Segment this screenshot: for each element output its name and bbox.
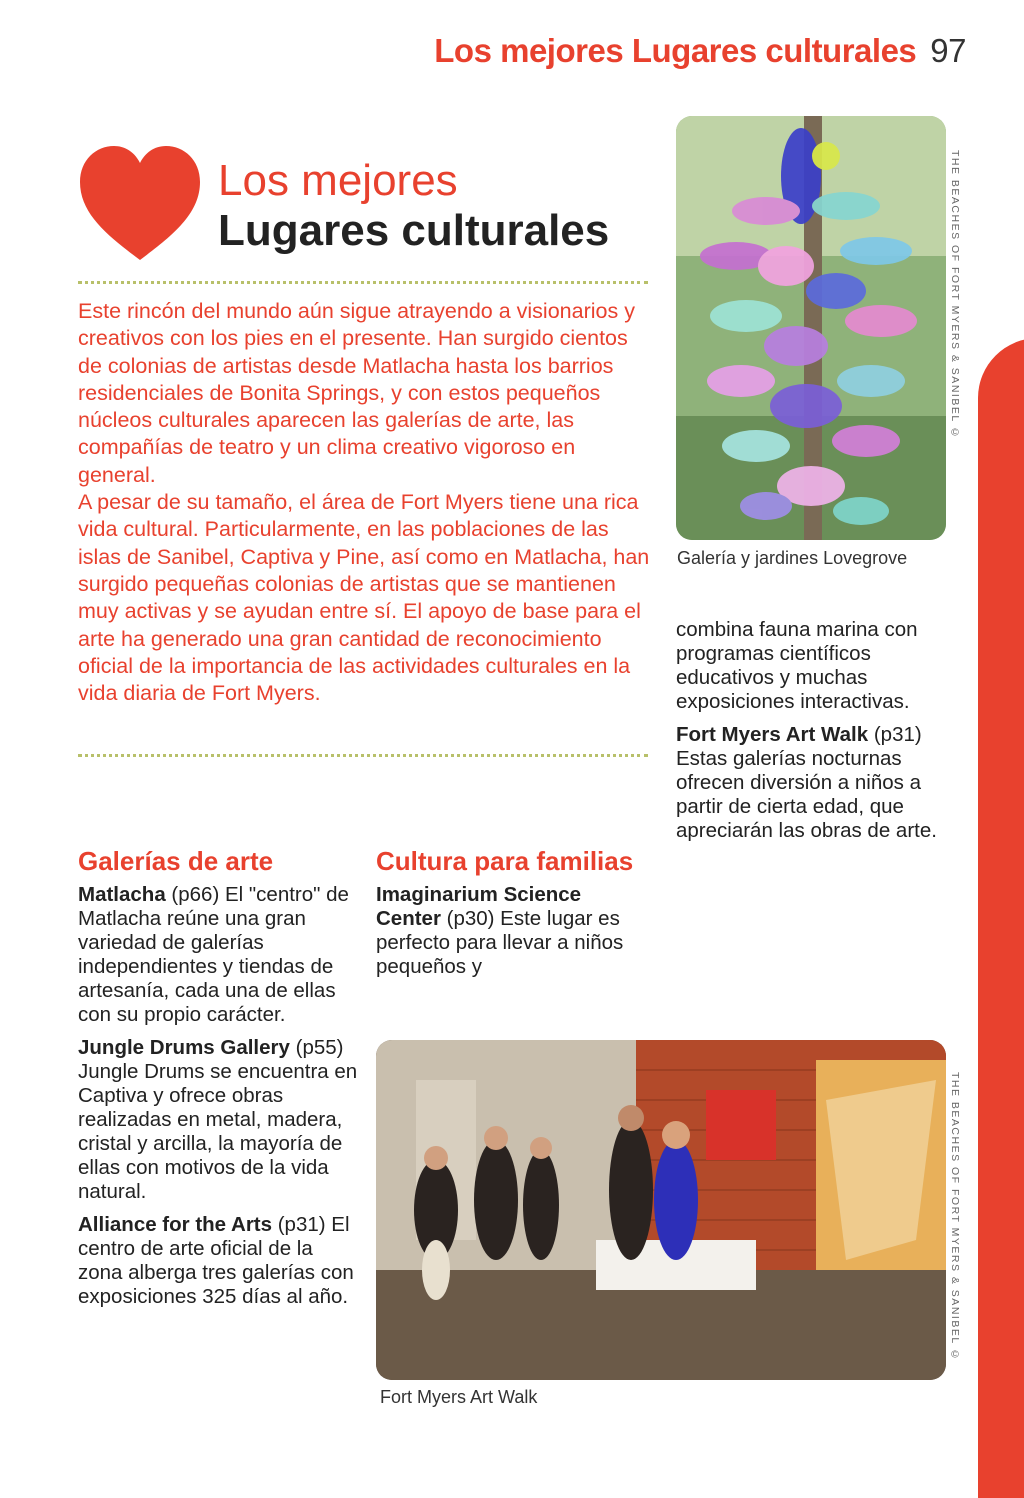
page-number: 97	[930, 32, 966, 69]
list-item	[676, 723, 951, 843]
photo-bottle-tree	[676, 116, 946, 540]
entry-name: Matlacha	[78, 883, 166, 906]
entry-text: (p66) El "centro" de Matlacha reúne una gran variedad de galerías independientes y tiendas de artesanía, cada una de ellas con su propio carácter.	[78, 883, 349, 1026]
entry-text: (p30) Este lugar es perfecto para llevar a niños pequeños y	[376, 907, 624, 978]
intro-paragraph-2: A pesar de su tamaño, el área de Fort Myers tiene una rica vida cultural. Particularmente, en las poblaciones de las islas de Sanibel, Captiva y Pine, así como en Matlacha, han surgido pequeñas colonias de artistas que se mantienen muy activas y se ayudan entre sí. El apoyo de base para el arte ha generado una gran cantidad de reconocimiento oficial de la importancia de las actividades culturales en la vida diaria de Fort Myers.	[78, 490, 650, 706]
galleries-section	[78, 846, 358, 1318]
entry-name: Imaginarium Science Center	[376, 883, 582, 930]
dotted-divider-top	[78, 281, 648, 284]
intro-text	[78, 298, 653, 707]
list-item	[78, 1036, 358, 1204]
photo1-caption: Galería y jardines Lovegrove	[677, 548, 908, 568]
entry-name: Fort Myers Art Walk	[676, 723, 869, 746]
title-line-1: Los mejores	[218, 156, 458, 205]
intro-paragraph-1: Este rincón del mundo aún sigue atrayendo a visionarios y creativos con los pies en el presente. Han surgido cientos de colonias de artistas desde Matlacha hasta los barrios residenciales de Bonita Springs, y con estos pequeños núcleos culturales aparecen las galerías de arte, las compañías de teatro y un clima creativo vigoroso en general.	[78, 299, 635, 487]
entry-text: (p55) Jungle Drums se encuentra en Captiva y ofrece obras realizadas en metal, madera, cristal y arcilla, la mayoría de ellas con motivos de la vida natural.	[78, 1036, 358, 1203]
running-header	[434, 32, 966, 70]
entry-text: (p31) Estas galerías nocturnas ofrecen diversión a niños a partir de cierta edad, que apreciarán las obras de arte.	[676, 723, 937, 842]
section-heading: Galerías de arte	[78, 846, 274, 876]
families-section	[376, 846, 636, 988]
entry-text: (p31) El centro de arte oficial de la zona alberga tres galerías con exposiciones 325 días al año.	[78, 1213, 354, 1308]
entry-name: Jungle Drums Gallery	[78, 1036, 290, 1059]
list-item	[78, 1213, 358, 1309]
list-item	[78, 883, 358, 1027]
list-item	[376, 883, 636, 979]
running-title: Los mejores Lugares culturales	[434, 32, 917, 69]
title-line-2: Lugares culturales	[218, 206, 610, 255]
photo-art-walk	[376, 1040, 946, 1380]
photo2-credit: THE BEACHES OF FORT MYERS & SANIBEL ©	[949, 1072, 961, 1363]
entry-name: Alliance for the Arts	[78, 1213, 273, 1236]
section-heading: Cultura para familias	[376, 846, 634, 876]
photo1-credit: THE BEACHES OF FORT MYERS & SANIBEL ©	[949, 150, 961, 441]
families-continuation-column	[676, 618, 951, 852]
heart-icon	[78, 144, 202, 262]
side-tab	[978, 338, 1024, 1498]
dotted-divider-bottom	[78, 754, 648, 757]
families-continuation-text: combina fauna marina con programas científicos educativos y muchas exposiciones interactivas.	[676, 618, 918, 713]
photo2-caption: Fort Myers Art Walk	[380, 1387, 538, 1407]
page-title	[218, 156, 609, 256]
